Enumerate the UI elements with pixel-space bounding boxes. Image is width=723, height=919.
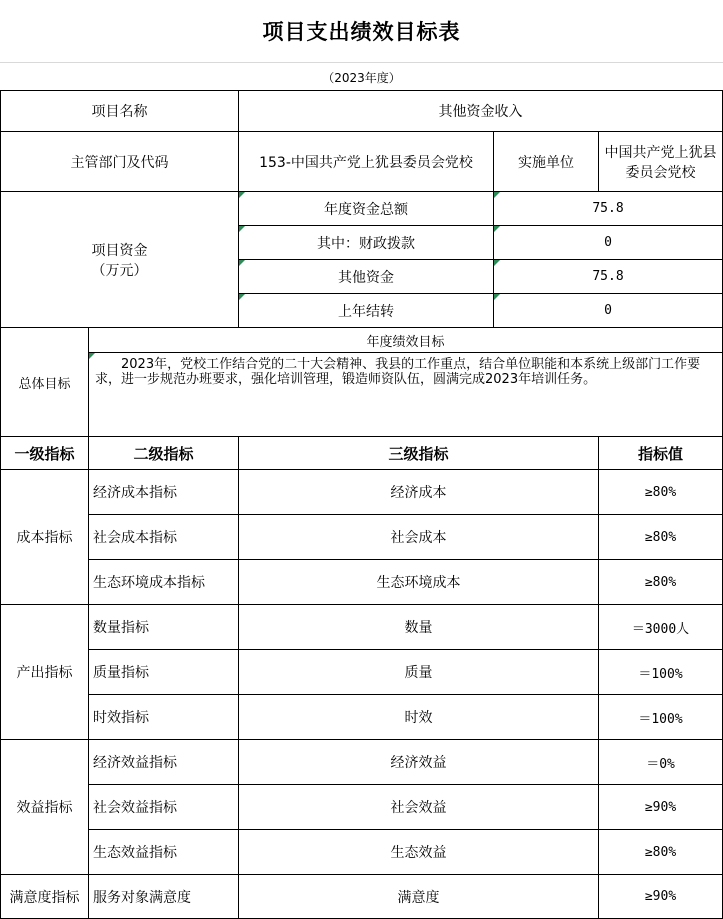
indicator-level3: 经济效益 [239,740,599,785]
funds-row-value: 75.8 [494,192,723,226]
indicator-value: ＝100% [599,695,723,740]
page-title: 项目支出绩效目标表 [262,20,461,44]
funds-label [1,192,239,328]
indicator-level2: 生态效益指标 [89,830,239,875]
indicator-value: ≥80% [599,560,723,605]
indicator-level3: 满意度 [239,875,599,919]
funds-row-label: 上年结转 [239,294,494,328]
indicator-level3: 质量 [239,650,599,695]
goal-header: 年度绩效目标 [89,328,723,353]
indicator-level2: 经济成本指标 [89,470,239,515]
dept-label: 主管部门及代码 [1,132,239,192]
project-name-label: 项目名称 [1,91,239,132]
indicator-level2: 服务对象满意度 [89,875,239,919]
indicator-value: ≥80% [599,830,723,875]
indicator-value: ≥80% [599,515,723,560]
funds-label-line1: 项目资金 [91,242,148,259]
indicator-value: ≥80% [599,470,723,515]
project-name-value: 其他资金收入 [239,91,723,132]
indicator-level3: 生态效益 [239,830,599,875]
indicator-level3: 时效 [239,695,599,740]
header-value: 指标值 [599,437,723,470]
funds-row-label: 年度资金总额 [239,192,494,226]
goal-label: 总体目标 [1,328,89,437]
unit-label: 实施单位 [494,132,599,192]
indicator-level2: 生态环境成本指标 [89,560,239,605]
funds-row-value: 0 [494,294,723,328]
indicator-level1: 成本指标 [1,470,89,605]
indicator-level3: 社会效益 [239,785,599,830]
dept-value: 153-中国共产党上犹县委员会党校 [239,132,494,192]
indicator-level1: 满意度指标 [1,875,89,919]
indicator-value: ＝100% [599,650,723,695]
header-level1: 一级指标 [1,437,89,470]
indicator-value: ＝3000人 [599,605,723,650]
indicator-level3: 经济成本 [239,470,599,515]
indicator-level3: 生态环境成本 [239,560,599,605]
indicator-level3: 数量 [239,605,599,650]
indicator-level2: 经济效益指标 [89,740,239,785]
funds-label-line2: （万元） [91,262,148,279]
header-level2: 二级指标 [89,437,239,470]
indicator-level2: 质量指标 [89,650,239,695]
divider [0,62,723,63]
header-level3: 三级指标 [239,437,599,470]
indicator-level2: 社会效益指标 [89,785,239,830]
indicator-level3: 社会成本 [239,515,599,560]
indicator-level1: 产出指标 [1,605,89,740]
funds-row-value: 75.8 [494,260,723,294]
funds-row-label: 其中：财政拨款 [239,226,494,260]
year-label: （2023年度） [322,70,401,85]
indicator-level2: 社会成本指标 [89,515,239,560]
performance-table [0,90,723,919]
indicator-value: ≥90% [599,875,723,919]
indicator-level2: 数量指标 [89,605,239,650]
indicator-value: ≥90% [599,785,723,830]
goal-text: 2023年，党校工作结合党的二十大会精神、我县的工作重点，结合单位职能和本系统上级部门工作要求，进一步规范办班要求，强化培训管理，锻造师资队伍，圆满完成2023年培训任务。 [89,353,723,437]
funds-row-value: 0 [494,226,723,260]
indicator-level1: 效益指标 [1,740,89,875]
funds-row-label: 其他资金 [239,260,494,294]
unit-value: 中国共产党上犹县委员会党校 [599,132,723,192]
indicator-level2: 时效指标 [89,695,239,740]
indicator-value: ＝0% [599,740,723,785]
